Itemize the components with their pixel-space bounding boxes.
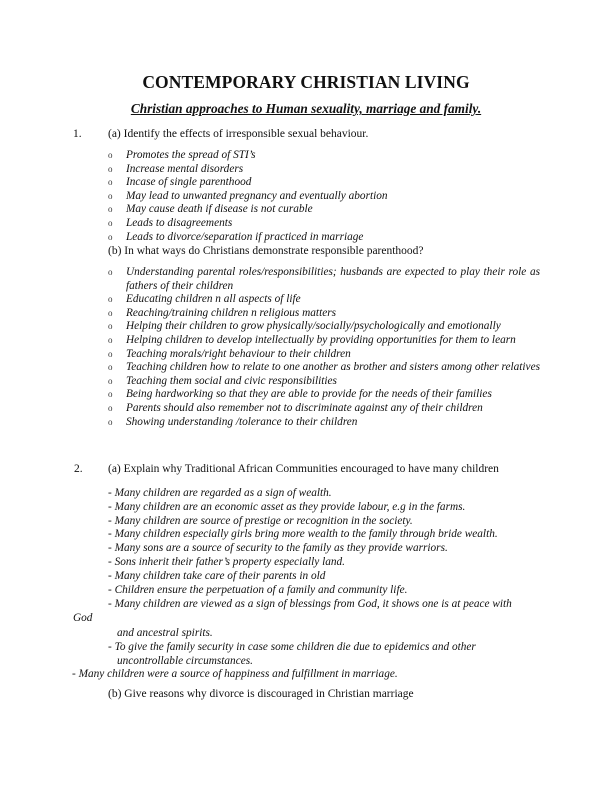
hollow-bullet-icon: o	[108, 217, 113, 228]
list-item: o Leads to divorce/separation if practiced in marriage	[108, 230, 364, 243]
list-item: o Teaching children how to relate to one another as brother and sisters among other relatives	[108, 361, 540, 374]
list-item: - Many children especially girls bring more wealth to the family through bride wealth.	[108, 528, 498, 540]
question-1b-prompt: (b) In what ways do Christians demonstrate responsible parenthood?	[108, 245, 424, 257]
list-item: o Reaching/training children n religious matters	[108, 306, 337, 319]
list-item: o Being hardworking so that they are able to provide for the needs of their families	[108, 388, 492, 401]
list-item: - Many children are source of prestige or recognition in the society.	[108, 515, 413, 527]
hollow-bullet-icon: o	[108, 348, 113, 359]
list-item-continuation: God	[73, 612, 93, 624]
list-item: - Sons inherit their father’s property especially land.	[108, 556, 345, 568]
list-item-continuation: uncontrollable circumstances.	[117, 655, 253, 667]
list-item: o Parents should also remember not to discriminate against any of their children	[108, 401, 483, 414]
list-item: o Showing understanding /tolerance to their children	[108, 415, 358, 428]
hollow-bullet-icon: o	[108, 190, 113, 201]
list-item: o Helping children to develop intellectually by providing opportunities for them to learn	[108, 333, 516, 346]
hollow-bullet-icon: o	[108, 231, 113, 242]
document-title: CONTEMPORARY CHRISTIAN LIVING	[142, 72, 470, 92]
question-2-number: 2.	[74, 463, 83, 475]
hollow-bullet-icon: o	[108, 334, 113, 345]
hollow-bullet-icon: o	[108, 389, 113, 400]
list-item: - Many sons are a source of security to the family as they provide warriors.	[108, 542, 448, 554]
list-item: o Teaching morals/right behaviour to their children	[108, 347, 351, 360]
list-item: o Helping their children to grow physically/socially/psychologically and emotionally	[108, 320, 501, 333]
list-item: o Educating children n all aspects of life	[108, 293, 301, 306]
question-1-number: 1.	[73, 128, 82, 140]
list-item-continuation: and ancestral spirits.	[117, 627, 213, 639]
hollow-bullet-icon: o	[108, 362, 113, 373]
hollow-bullet-icon: o	[108, 163, 113, 174]
list-item: o Teaching them social and civic responsibilities	[108, 374, 337, 387]
hollow-bullet-icon: o	[108, 267, 113, 277]
hollow-bullet-icon: o	[108, 321, 113, 332]
hollow-bullet-icon: o	[108, 150, 113, 160]
list-item: - Many children take care of their parents in old	[108, 570, 326, 582]
list-item: - Children ensure the perpetuation of a family and community life.	[108, 584, 408, 596]
list-item: o Increase mental disorders	[108, 162, 244, 175]
list-item: - Many children are an economic asset as they provide labour, e.g in the farms.	[108, 501, 466, 513]
hollow-bullet-icon: o	[108, 375, 113, 386]
question-2a-prompt: (a) Explain why Traditional African Communities encouraged to have many children	[108, 463, 499, 475]
question-2b-prompt: (b) Give reasons why divorce is discouraged in Christian marriage	[108, 688, 414, 700]
hollow-bullet-icon: o	[108, 402, 113, 413]
hollow-bullet-icon: o	[108, 204, 113, 215]
list-item: - To give the family security in case some children die due to epidemics and other	[108, 641, 476, 653]
list-item: - Many children were a source of happiness and fulfillment in marriage.	[72, 668, 398, 680]
hollow-bullet-icon: o	[108, 177, 113, 188]
list-item: o Promotes the spread of STI’s	[108, 149, 256, 161]
list-item: o May cause death if disease is not curable	[108, 203, 313, 216]
list-item: o Leads to disagreements	[108, 216, 233, 229]
hollow-bullet-icon: o	[108, 294, 113, 305]
list-item: - Many children are regarded as a sign of wealth.	[108, 487, 332, 499]
list-item: o Understanding parental roles/responsibilities; husbands are expected to play their role as fathers of their children	[108, 266, 540, 292]
list-item: - Many children are viewed as a sign of blessings from God, it shows one is at peace with	[108, 598, 512, 610]
question-1a-answers	[108, 149, 540, 244]
question-1a-prompt: (a) Identify the effects of irresponsible sexual behaviour.	[108, 128, 369, 140]
question-1b-answers	[108, 266, 540, 429]
document-subtitle: Christian approaches to Human sexuality, marriage and family.	[130, 101, 482, 116]
list-item: o May lead to unwanted pregnancy and eventually abortion	[108, 189, 388, 202]
hollow-bullet-icon: o	[108, 307, 113, 318]
list-item: o Incase of single parenthood	[108, 176, 252, 189]
hollow-bullet-icon: o	[108, 416, 113, 427]
